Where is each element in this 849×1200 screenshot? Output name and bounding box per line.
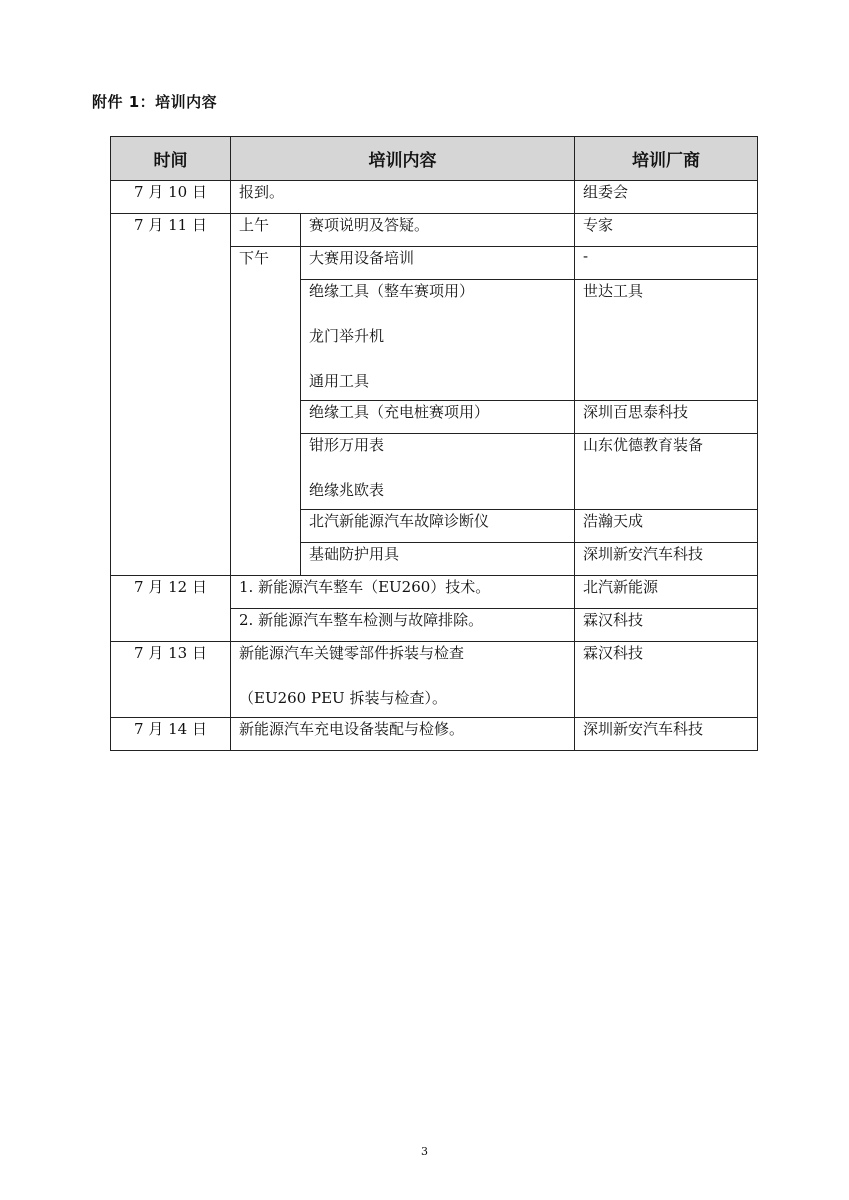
equipment-item: 基础防护用具: [309, 545, 400, 563]
table-row: [111, 718, 758, 751]
equipment-item: 钳形万用表: [309, 436, 385, 454]
date-cell: 7 月 14 日: [111, 718, 231, 751]
table-row: [111, 642, 758, 718]
vendor-cell: 世达工具: [575, 280, 758, 401]
content-cell: [231, 642, 575, 718]
content-line: 新能源汽车关键零部件拆装与检查: [239, 644, 465, 662]
training-schedule-table: [110, 136, 758, 751]
equipment-list-cell: [301, 434, 575, 510]
content-line: （EU260 PEU 拆装与检查）。: [239, 689, 447, 707]
equipment-item: 绝缘工具（整车赛项用）: [309, 282, 475, 300]
vendor-cell: 深圳新安汽车科技: [575, 718, 758, 751]
equipment-item: 龙门举升机: [309, 327, 385, 345]
content-cell: 大赛用设备培训: [301, 247, 575, 280]
table-row: [111, 181, 758, 214]
table-row: [111, 576, 758, 609]
equipment-item: 通用工具: [309, 372, 370, 390]
date-cell: 7 月 12 日: [111, 576, 231, 642]
header-vendor: 培训厂商: [575, 137, 758, 181]
equipment-list-cell: [301, 401, 575, 434]
vendor-cell: 组委会: [575, 181, 758, 214]
period-cell: 上午: [231, 214, 301, 247]
content-cell: 赛项说明及答疑。: [301, 214, 575, 247]
content-cell: 2. 新能源汽车整车检测与故障排除。: [231, 609, 575, 642]
date-cell: 7 月 10 日: [111, 181, 231, 214]
equipment-item: 绝缘兆欧表: [309, 481, 385, 499]
date-cell: 7 月 11 日: [111, 214, 231, 576]
equipment-item: 绝缘工具（充电桩赛项用）: [309, 403, 490, 421]
vendor-cell: 山东优德教育装备: [575, 434, 758, 510]
equipment-item: 北汽新能源汽车故障诊断仪: [309, 512, 490, 530]
date-cell: 7 月 13 日: [111, 642, 231, 718]
vendor-cell: 深圳新安汽车科技: [575, 543, 758, 576]
page-number: 3: [421, 1145, 428, 1158]
equipment-list-cell: [301, 510, 575, 543]
period-cell: 下午: [231, 247, 301, 576]
header-time: 时间: [111, 137, 231, 181]
table-row: [111, 214, 758, 247]
equipment-list-cell: [301, 280, 575, 401]
equipment-list-cell: [301, 543, 575, 576]
vendor-cell: 专家: [575, 214, 758, 247]
header-content: 培训内容: [231, 137, 575, 181]
vendor-cell: -: [575, 247, 758, 280]
table-header-row: [111, 137, 758, 181]
vendor-cell: 霖汉科技: [575, 642, 758, 718]
content-cell: 1. 新能源汽车整车（EU260）技术。: [231, 576, 575, 609]
vendor-cell: 北汽新能源: [575, 576, 758, 609]
vendor-cell: 浩瀚天成: [575, 510, 758, 543]
vendor-cell: 霖汉科技: [575, 609, 758, 642]
attachment-heading: 附件 1：培训内容: [92, 93, 218, 111]
content-cell: 报到。: [231, 181, 575, 214]
content-cell: 新能源汽车充电设备装配与检修。: [231, 718, 575, 751]
vendor-cell: 深圳百思泰科技: [575, 401, 758, 434]
